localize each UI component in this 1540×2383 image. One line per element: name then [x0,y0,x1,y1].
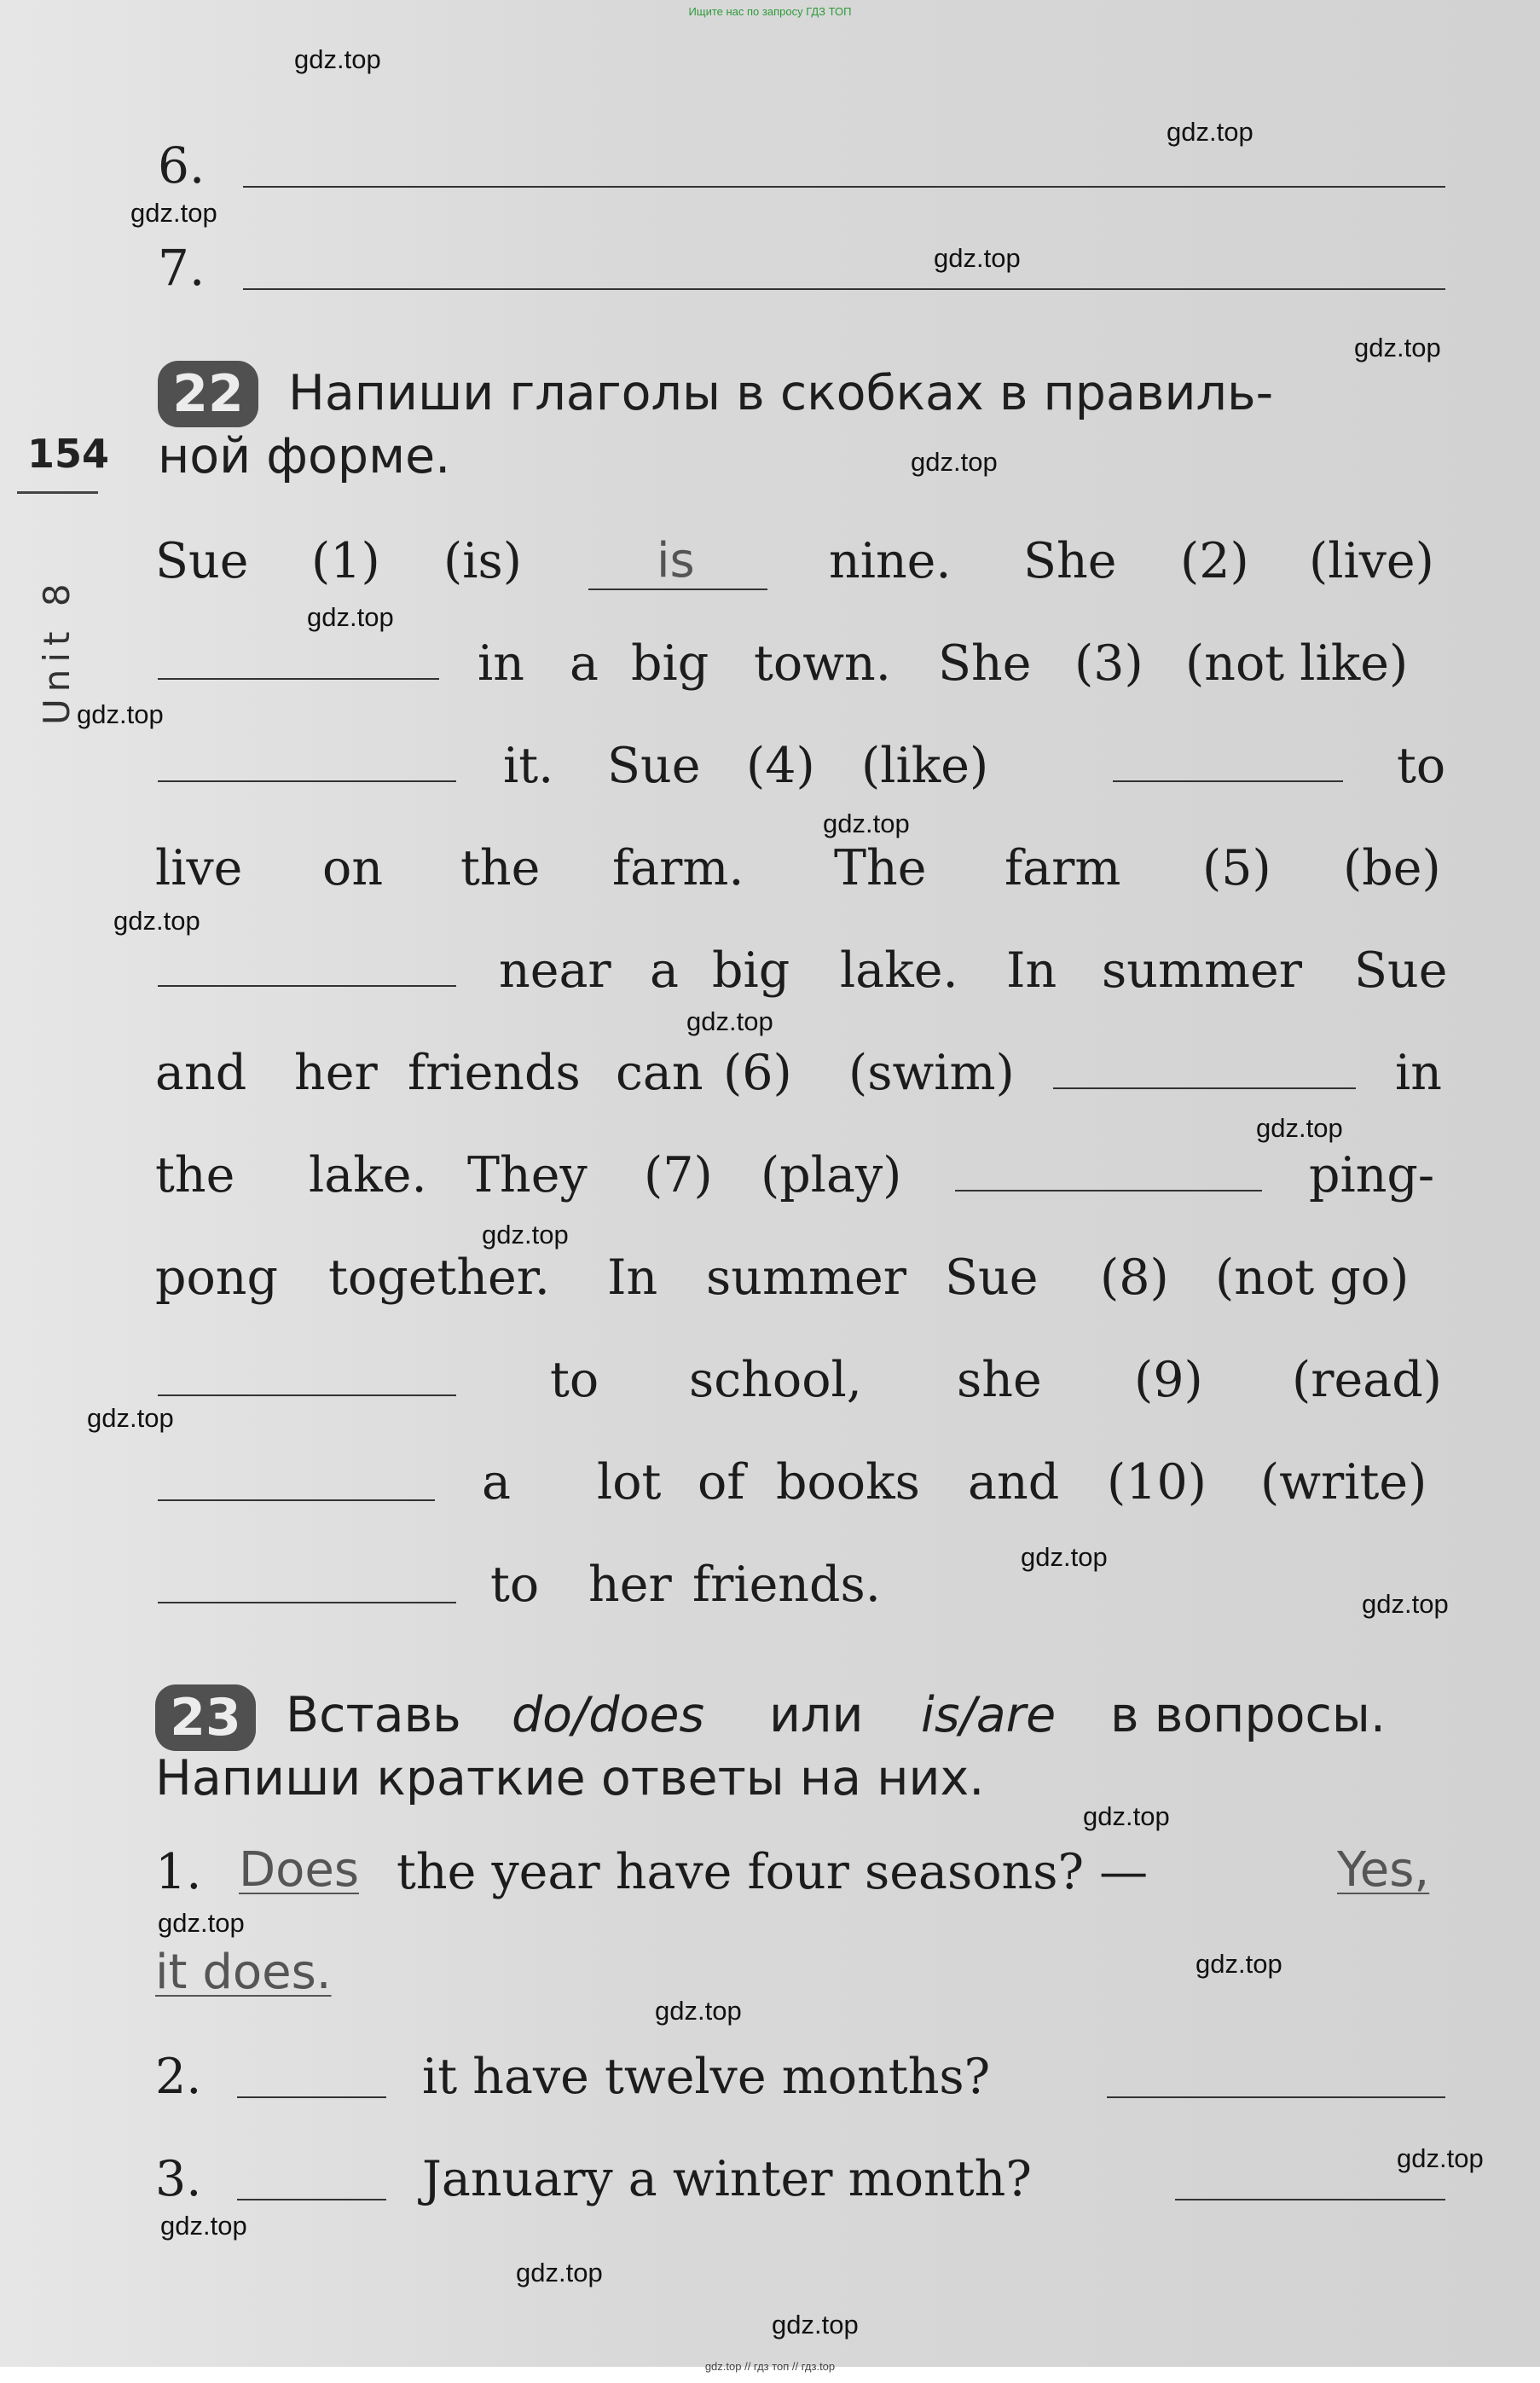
blank-q3-fill[interactable] [237,2199,386,2200]
word: In [1006,942,1057,999]
watermark: gdz.top [1167,117,1253,147]
blank-2[interactable] [158,678,439,680]
word: her [294,1045,378,1101]
watermark: gdz.top [294,44,381,74]
watermark: gdz.top [1021,1542,1108,1572]
watermark: gdz.top [772,2310,859,2340]
word: Sue [155,533,249,589]
blank-9[interactable] [158,1499,435,1501]
blank-3[interactable] [158,780,456,782]
verb: (not go) [1215,1249,1410,1306]
word: of [698,1454,745,1510]
question-number-1: 1. [155,1844,202,1900]
marker: (9) [1134,1352,1203,1408]
answer-line-6[interactable] [243,186,1445,188]
question-number-2: 2. [155,2049,202,2105]
task-23-word: Вставь [286,1687,461,1743]
unit-label: Unit 8 [36,577,78,725]
bottom-footer: gdz.top // гдз топ // гдз.top [704,2360,836,2373]
word: big [712,942,790,999]
word: Sue [607,738,701,794]
watermark: gdz.top [87,1403,174,1433]
word: near [499,942,611,999]
word: The [834,840,927,896]
blank-q2-answer[interactable] [1107,2096,1445,2098]
watermark: gdz.top [1256,1113,1343,1143]
task-23-do-does: do/does [512,1687,705,1743]
verb: (like) [861,738,989,794]
task-22-instruction-line2: ной форме. [158,428,451,484]
word: the [155,1147,235,1203]
verb: (be) [1343,840,1441,896]
blank-1[interactable] [588,589,767,590]
verb: (play) [761,1147,902,1203]
question-3-text: January a winter month? [422,2151,1032,2207]
word: summer [706,1249,907,1306]
task-23-is-are: is/are [921,1687,1057,1743]
word: live [155,840,243,896]
marker: (5) [1202,840,1271,896]
word: in [1395,1045,1442,1101]
word: a [570,635,599,692]
watermark: gdz.top [158,1908,245,1938]
answer-line-7[interactable] [243,288,1445,290]
verb: (swim) [848,1045,1015,1101]
word: the [460,840,541,896]
task-23-word: в вопросы. [1110,1687,1386,1743]
verb: (read) [1292,1352,1442,1408]
blank-6[interactable] [1053,1087,1356,1089]
word: together. [328,1249,550,1306]
top-banner: Ищите нас по запросу ГДЗ ТОП [688,5,852,18]
word: to [550,1352,599,1408]
watermark: gdz.top [130,198,217,228]
word: pong [155,1249,279,1306]
word: it. [503,738,554,794]
blank-10[interactable] [158,1602,456,1603]
answer-q1-short-b: it does. [155,1945,332,2000]
task-22-instruction-line1: Напиши глаголы в скобках в правиль- [288,365,1274,421]
blank-4[interactable] [1113,780,1343,782]
word: big [631,635,709,692]
word: She [938,635,1032,692]
word: on [322,840,384,896]
word: She [1023,533,1117,589]
word: to [490,1557,540,1613]
blank-q3-answer[interactable] [1175,2199,1445,2200]
word: a [482,1454,511,1510]
watermark: gdz.top [160,2211,247,2241]
word: can [616,1045,703,1101]
watermark: gdz.top [1196,1949,1282,1979]
verb: (not like) [1185,635,1409,692]
question-2-text: it have twelve months? [422,2049,991,2105]
word: Sue [1354,942,1448,999]
word: farm. [612,840,744,896]
word: farm [1004,840,1121,896]
word: and [155,1045,247,1101]
watermark: gdz.top [1362,1589,1449,1619]
word: books [776,1454,920,1510]
verb: (live) [1309,533,1434,589]
task-23-badge: 23 [155,1684,256,1751]
watermark: gdz.top [686,1006,773,1036]
word: a [650,942,679,999]
blank-8[interactable] [158,1394,456,1396]
word: friends. [692,1557,881,1613]
watermark: gdz.top [1083,1801,1170,1831]
blank-7[interactable] [955,1190,1262,1192]
word: to [1397,738,1446,794]
watermark: gdz.top [482,1220,569,1249]
answer-1-handwritten: is [657,533,695,589]
watermark: gdz.top [655,1996,742,2026]
answer-q1-short-a: Yes, [1337,1842,1430,1898]
word: in [478,635,524,692]
blank-q2-fill[interactable] [237,2096,386,2098]
task-23-word: или [769,1687,864,1743]
question-1-text: the year have four seasons? — [397,1844,1149,1900]
watermark: gdz.top [307,602,394,632]
word: she [957,1352,1042,1408]
answer-q1-fill-handwritten: Does [239,1842,360,1898]
word: summer [1102,942,1303,999]
marker: (8) [1100,1249,1169,1306]
word: They [467,1147,588,1203]
verb: (is) [443,533,522,589]
watermark: gdz.top [911,447,998,477]
page-number: 154 [27,431,110,477]
page-number-rule [17,491,98,494]
watermark: gdz.top [113,906,200,936]
watermark: gdz.top [1354,333,1441,362]
word: Sue [945,1249,1039,1306]
word: and [968,1454,1060,1510]
marker: (7) [644,1147,713,1203]
word: nine. [829,533,952,589]
watermark: gdz.top [516,2258,603,2287]
marker: (10) [1107,1454,1207,1510]
watermark: gdz.top [823,809,910,838]
verb: (write) [1260,1454,1427,1510]
marker: (3) [1074,635,1143,692]
word: lake. [309,1147,427,1203]
word: her [588,1557,672,1613]
marker: (6) [723,1045,792,1101]
item-number-7: 7. [158,239,206,297]
watermark: gdz.top [1397,2143,1484,2173]
word: friends [408,1045,581,1101]
task-23-instruction-line2: Напиши краткие ответы на них. [155,1750,985,1806]
question-number-3: 3. [155,2151,202,2207]
marker: (4) [746,738,815,794]
blank-5[interactable] [158,985,456,987]
marker: (2) [1180,533,1249,589]
task-22-badge: 22 [158,361,258,427]
word: town. [754,635,891,692]
word: ping- [1309,1147,1435,1203]
word: lake. [840,942,958,999]
word: lot [597,1454,662,1510]
item-number-6: 6. [158,136,206,194]
marker: (1) [311,533,380,589]
watermark: gdz.top [77,699,164,729]
word: school, [689,1352,862,1408]
word: In [607,1249,658,1306]
watermark: gdz.top [934,243,1021,273]
